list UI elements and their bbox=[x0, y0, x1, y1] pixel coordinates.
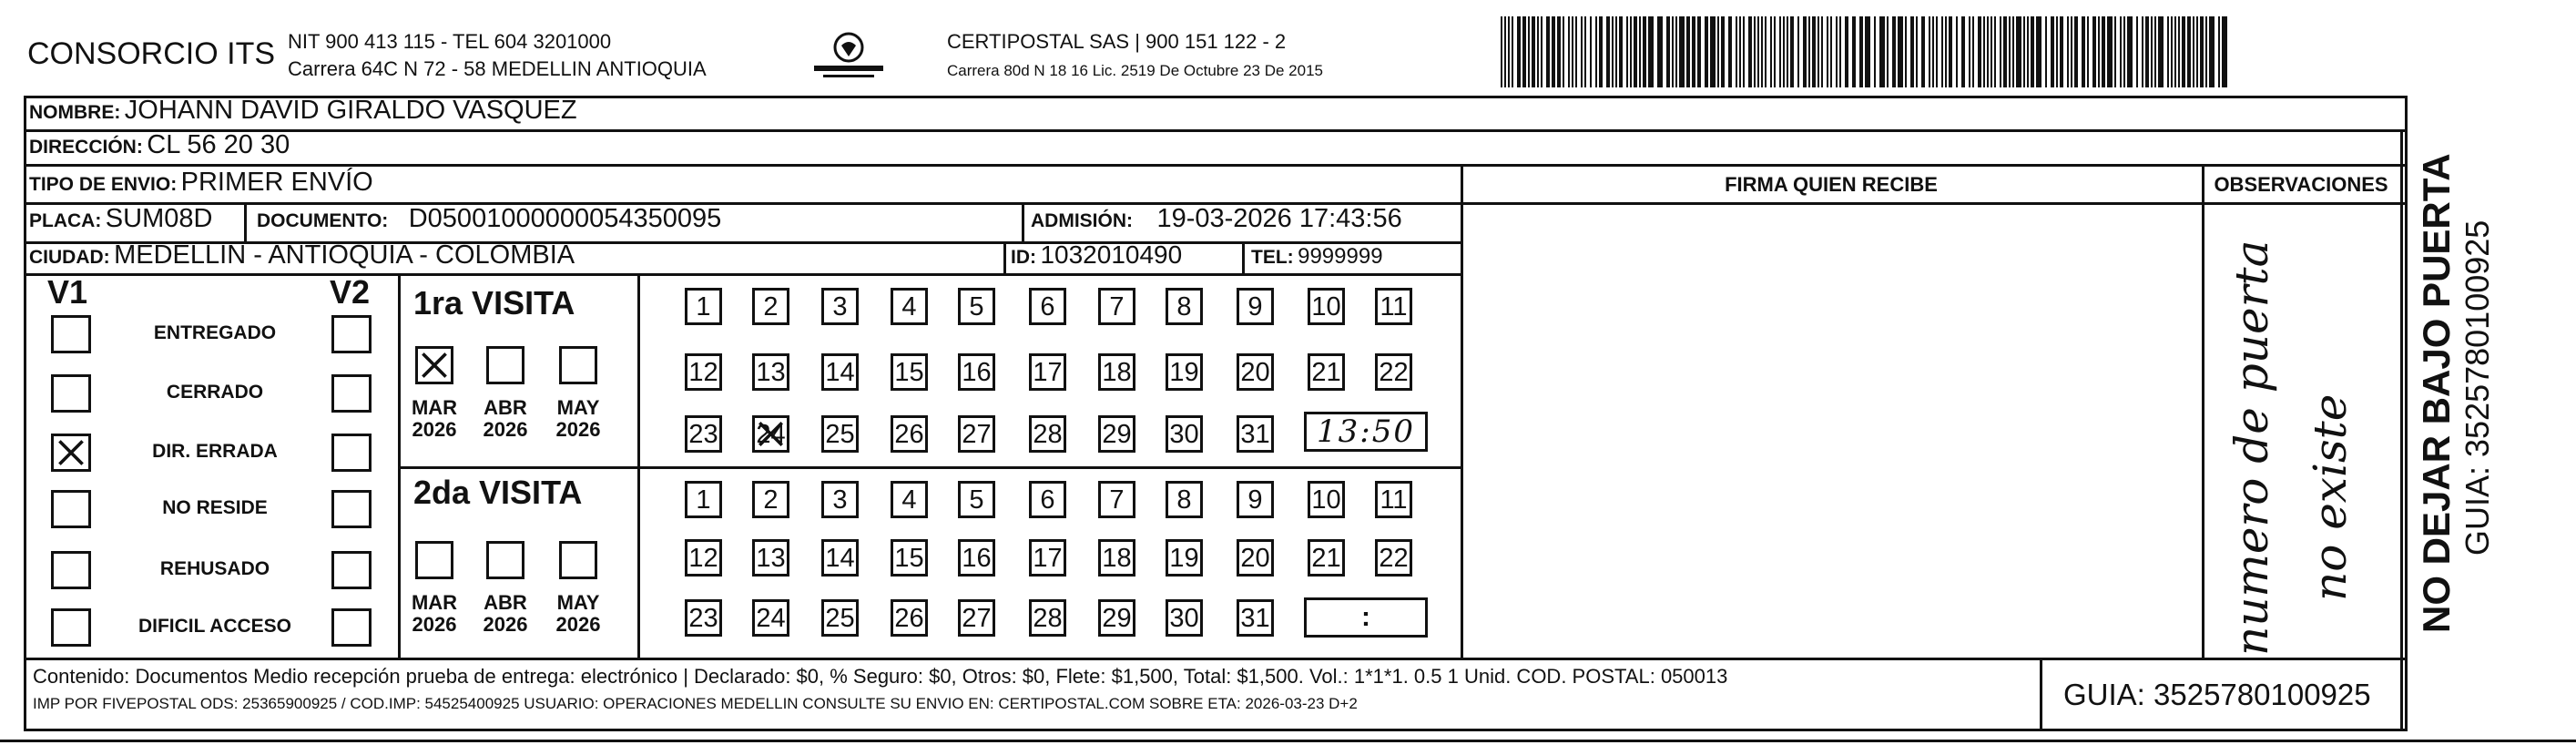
status-label: DIFICIL ACCESO bbox=[137, 616, 291, 637]
day-box[interactable]: 9 bbox=[1237, 288, 1274, 325]
barcode-bar bbox=[1552, 16, 1555, 87]
barcode-bar bbox=[1827, 16, 1828, 87]
barcode-bar bbox=[1672, 16, 1674, 87]
barcode-bar bbox=[1936, 16, 1938, 87]
barcode-bar bbox=[2082, 16, 2085, 87]
barcode-bar bbox=[1830, 16, 1832, 87]
status-label: ENTREGADO bbox=[153, 322, 277, 343]
barcode-bar bbox=[2218, 16, 2220, 87]
barcode-bar bbox=[1590, 16, 1592, 87]
day-box[interactable]: 28 bbox=[1029, 415, 1066, 453]
day-box[interactable]: 25 bbox=[821, 599, 859, 637]
barcode-bar bbox=[1987, 16, 1989, 87]
barcode-bar bbox=[2092, 16, 2096, 87]
barcode-bar bbox=[1859, 16, 1863, 87]
id-value: 1032010490 bbox=[1040, 240, 1183, 269]
admision-value: 19-03-2026 17:43:56 bbox=[1156, 204, 1402, 233]
barcode-bar bbox=[1501, 16, 1502, 87]
barcode-bar bbox=[1739, 16, 1741, 87]
day-box[interactable]: 10 bbox=[1308, 481, 1345, 518]
barcode-bar bbox=[1710, 16, 1716, 87]
barcode-bar bbox=[1969, 16, 1970, 87]
barcode-bar bbox=[2158, 16, 2164, 87]
barcode-bar bbox=[1921, 16, 1925, 87]
month-checkbox-abr[interactable] bbox=[486, 346, 524, 384]
day-box[interactable]: 4 bbox=[891, 481, 928, 518]
direccion-value: CL 56 20 30 bbox=[147, 130, 290, 159]
barcode-bar bbox=[2209, 16, 2215, 87]
day-box[interactable]: 8 bbox=[1166, 288, 1203, 325]
barcode-bar bbox=[1697, 16, 1701, 87]
barcode-bar bbox=[1783, 16, 1785, 87]
barcode-bar bbox=[1808, 16, 1810, 87]
ciudad-row: CIUDAD: MEDELLIN - ANTIOQUIA - COLOMBIA bbox=[29, 240, 575, 270]
barcode-bar bbox=[1879, 16, 1885, 87]
day-box[interactable]: 26 bbox=[891, 415, 928, 453]
barcode-bar bbox=[1803, 16, 1807, 87]
observation-handwriting-1: numero de puerta bbox=[2225, 240, 2278, 656]
barcode-bar bbox=[1639, 16, 1641, 87]
day-box[interactable]: 27 bbox=[958, 599, 995, 637]
barcode-bar bbox=[1874, 16, 1876, 87]
barcode-bar bbox=[1761, 16, 1763, 87]
barcode-bar bbox=[1839, 16, 1841, 87]
barcode-bar bbox=[1978, 16, 1981, 87]
day-box[interactable]: 12 bbox=[685, 539, 722, 577]
month-label: MAR 2026 bbox=[411, 591, 458, 636]
tel-value: 9999999 bbox=[1298, 244, 1383, 269]
barcode-bar bbox=[1581, 16, 1583, 87]
status-v2-checkbox[interactable] bbox=[331, 374, 372, 413]
barcode-bar bbox=[1865, 16, 1870, 87]
day-box[interactable]: 14 bbox=[821, 353, 859, 391]
barcode-bar bbox=[1757, 16, 1759, 87]
day-box[interactable]: 24 bbox=[752, 599, 789, 637]
day-box[interactable]: 21 bbox=[1308, 539, 1345, 577]
barcode-bar bbox=[1508, 16, 1510, 87]
day-box[interactable]: 29 bbox=[1098, 599, 1135, 637]
day-box[interactable]: 18 bbox=[1098, 353, 1135, 391]
observation-handwriting-2: no existe bbox=[2304, 393, 2357, 601]
day-box[interactable]: 12 bbox=[685, 353, 722, 391]
barcode-bar bbox=[2178, 16, 2180, 87]
barcode-bar bbox=[2056, 16, 2058, 87]
documento-value: D05001000000054350095 bbox=[408, 204, 722, 233]
day-box[interactable]: 29 bbox=[1098, 415, 1135, 453]
id-row: ID: 1032010490 bbox=[1011, 240, 1183, 269]
barcode-bar bbox=[1728, 16, 1732, 87]
nombre-value: JOHANN DAVID GIRALDO VASQUEZ bbox=[124, 96, 577, 125]
barcode-bar bbox=[1994, 16, 1996, 87]
barcode-bar bbox=[1679, 16, 1685, 87]
day-box[interactable]: 25 bbox=[821, 415, 859, 453]
status-v1-checkbox[interactable] bbox=[51, 315, 91, 353]
month-checkbox-abr[interactable] bbox=[486, 541, 524, 579]
barcode-bar bbox=[1599, 16, 1603, 87]
month-checkbox-mar[interactable] bbox=[415, 346, 453, 384]
tipo-value: PRIMER ENVÍO bbox=[180, 168, 373, 197]
barcode-bar bbox=[1619, 16, 1623, 87]
barcode-bar bbox=[1929, 16, 1930, 87]
barcode-bar bbox=[1717, 16, 1719, 87]
barcode-bar bbox=[2087, 16, 2089, 87]
barcode-bar bbox=[1754, 16, 1756, 87]
barcode-bar bbox=[1721, 16, 1725, 87]
barcode-bar bbox=[1666, 16, 1670, 87]
barcode-bar bbox=[1595, 16, 1597, 87]
side-guia: GUIA: 3525780100925 bbox=[2459, 219, 2496, 556]
day-box[interactable]: 13 bbox=[752, 539, 789, 577]
company-nit: NIT 900 413 115 - TEL 604 3201000 bbox=[288, 30, 612, 53]
day-box[interactable]: 8 bbox=[1166, 481, 1203, 518]
barcode-bar bbox=[2142, 16, 2143, 87]
barcode-bar bbox=[1615, 16, 1617, 87]
month-label: MAR 2026 bbox=[411, 396, 458, 441]
barcode-bar bbox=[2114, 16, 2116, 87]
day-box[interactable]: 2 bbox=[752, 481, 789, 518]
day-box[interactable]: 21 bbox=[1308, 353, 1345, 391]
barcode-bar bbox=[1845, 16, 1848, 87]
certipostal-nit: CERTIPOSTAL SAS | 900 151 122 - 2 bbox=[947, 30, 1287, 53]
barcode-bar bbox=[1852, 16, 1856, 87]
day-box[interactable]: 5 bbox=[958, 288, 995, 325]
barcode-bar bbox=[1736, 16, 1737, 87]
barcode-bar bbox=[2120, 16, 2122, 87]
barcode-bar bbox=[1630, 16, 1632, 87]
barcode-bar bbox=[2154, 16, 2156, 87]
side-warning: NO DEJAR BAJO PUERTA bbox=[2415, 153, 2458, 633]
barcode-bar bbox=[1892, 16, 1896, 87]
day-box[interactable]: 28 bbox=[1029, 599, 1066, 637]
barcode-bar bbox=[1836, 16, 1838, 87]
month-label: MAY 2026 bbox=[555, 396, 601, 441]
check-x-icon bbox=[418, 349, 451, 382]
barcode-bar bbox=[2071, 16, 2072, 87]
barcode-bar bbox=[1956, 16, 1958, 87]
barcode-bar bbox=[2200, 16, 2204, 87]
barcode-bar bbox=[1528, 16, 1530, 87]
firma-header: FIRMA QUIEN RECIBE bbox=[1725, 173, 1938, 196]
barcode-bar bbox=[2016, 16, 2021, 87]
barcode-bar bbox=[2051, 16, 2054, 87]
barcode-bar bbox=[1821, 16, 1823, 87]
day-box[interactable]: 15 bbox=[891, 539, 928, 577]
day-box[interactable]: 17 bbox=[1029, 353, 1066, 391]
day-box[interactable]: 3 bbox=[821, 481, 859, 518]
barcode-bar bbox=[2222, 16, 2227, 87]
day-box[interactable]: 16 bbox=[958, 353, 995, 391]
barcode-bar bbox=[1546, 16, 1550, 87]
day-box[interactable]: 11 bbox=[1375, 288, 1412, 325]
barcode-bar bbox=[1941, 16, 1943, 87]
status-label: REHUSADO bbox=[159, 558, 270, 579]
certipostal-logo bbox=[809, 29, 889, 82]
barcode-bar bbox=[1790, 16, 1794, 87]
month-label: ABR 2026 bbox=[483, 396, 528, 441]
barcode-bar bbox=[2145, 16, 2149, 87]
day-box[interactable]: 9 bbox=[1237, 481, 1274, 518]
barcode-bar bbox=[1898, 16, 1903, 87]
day-box[interactable]: 16 bbox=[958, 539, 995, 577]
barcode-bar bbox=[2036, 16, 2041, 87]
barcode-bar bbox=[2107, 16, 2113, 87]
day-box[interactable]: 20 bbox=[1237, 353, 1274, 391]
certipostal-address: Carrera 80d N 18 16 Lic. 2519 De Octubre 23 De 2015 bbox=[947, 62, 1323, 79]
barcode-bar bbox=[1972, 16, 1974, 87]
barcode-bar bbox=[1634, 16, 1637, 87]
barcode-bar bbox=[2167, 16, 2169, 87]
day-box[interactable]: 22 bbox=[1375, 353, 1412, 391]
barcode-bar bbox=[2060, 16, 2063, 87]
admision-row: ADMISIÓN: 19-03-2026 17:43:56 bbox=[1031, 204, 1402, 233]
barcode-bar bbox=[2196, 16, 2198, 87]
barcode-bar bbox=[1575, 16, 1577, 87]
visit1-time[interactable]: 13:50 bbox=[1304, 412, 1428, 452]
status-v1-checkbox[interactable] bbox=[51, 551, 91, 589]
barcode-bar bbox=[2193, 16, 2194, 87]
month-label: MAY 2026 bbox=[555, 591, 601, 636]
barcode-bar bbox=[2151, 16, 2153, 87]
barcode-bar bbox=[2205, 16, 2207, 87]
barcode-bar bbox=[1945, 16, 1947, 87]
barcode-bar bbox=[1657, 16, 1663, 87]
barcode-bar bbox=[1812, 16, 1816, 87]
visit2-title: 2da VISITA bbox=[413, 474, 583, 511]
barcode-bar bbox=[1932, 16, 1934, 87]
day-box[interactable]: 11 bbox=[1375, 481, 1412, 518]
barcode-bar bbox=[1557, 16, 1561, 87]
status-v1-checkbox[interactable] bbox=[51, 374, 91, 413]
day-box[interactable]: 10 bbox=[1308, 288, 1345, 325]
barcode-bar bbox=[1743, 16, 1745, 87]
barcode-bar bbox=[2182, 16, 2185, 87]
barcode-bar bbox=[2074, 16, 2078, 87]
status-label: NO RESIDE bbox=[162, 497, 268, 518]
barcode-bar bbox=[1961, 16, 1965, 87]
status-v2-checkbox[interactable] bbox=[331, 490, 372, 528]
status-v2-checkbox[interactable] bbox=[331, 434, 372, 472]
day-box[interactable]: 19 bbox=[1166, 353, 1203, 391]
day-box[interactable]: 7 bbox=[1098, 481, 1135, 518]
day-box[interactable]: 26 bbox=[891, 599, 928, 637]
barcode-bar bbox=[2023, 16, 2025, 87]
footer-contenido: Contenido: Documentos Medio recepción prueba de entrega: electrónico | Declarado: $0, % Seguro: $0, Otros: $0, Flete: $1,500, Total: $1,500. Vol.: 1*1*1. 0.5 1 Unid. COD. POSTAL: 050013 bbox=[33, 665, 1728, 688]
barcode-bar bbox=[1541, 16, 1543, 87]
placa-value: SUM08D bbox=[105, 204, 213, 233]
barcode-bar bbox=[2031, 16, 2034, 87]
barcode-bar bbox=[2027, 16, 2029, 87]
day-box[interactable]: 23 bbox=[685, 599, 722, 637]
documento-row: DOCUMENTO: D05001000000054350095 bbox=[257, 204, 722, 233]
day-box[interactable]: 31 bbox=[1237, 415, 1274, 453]
barcode-bar bbox=[2000, 16, 2001, 87]
check-x-icon bbox=[755, 418, 787, 450]
day-box[interactable]: 23 bbox=[685, 415, 722, 453]
company-address: Carrera 64C N 72 - 58 MEDELLIN ANTIOQUIA bbox=[288, 57, 707, 80]
barcode-bar bbox=[2003, 16, 2007, 87]
observaciones-header: OBSERVACIONES bbox=[2214, 173, 2388, 196]
barcode-bar bbox=[1606, 16, 1610, 87]
status-v1-checkbox[interactable] bbox=[51, 434, 91, 472]
day-box[interactable]: 30 bbox=[1166, 415, 1203, 453]
footer-imp: IMP POR FIVEPOSTAL ODS: 25365900925 / COD.IMP: 54525400925 USUARIO: OPERACIONES MEDELLIN CONSULTE SU ENVIO EN: CERTIPOSTAL.COM SOBRE ETA: 2026-03-23 D+2 bbox=[33, 695, 1358, 712]
tel-row: TEL: 9999999 bbox=[1251, 244, 1383, 269]
barcode-bar bbox=[1517, 16, 1521, 87]
status-v2-checkbox[interactable] bbox=[331, 315, 372, 353]
barcode-bar bbox=[1675, 16, 1677, 87]
barcode-bar bbox=[1910, 16, 1914, 87]
barcode-bar bbox=[2127, 16, 2133, 87]
day-box[interactable]: 17 bbox=[1029, 539, 1066, 577]
barcode bbox=[1499, 16, 2227, 91]
barcode-bar bbox=[1887, 16, 1889, 87]
day-box[interactable]: 27 bbox=[958, 415, 995, 453]
day-box[interactable]: 7 bbox=[1098, 288, 1135, 325]
barcode-bar bbox=[1572, 16, 1573, 87]
day-box[interactable]: 20 bbox=[1237, 539, 1274, 577]
barcode-bar bbox=[1504, 16, 1506, 87]
status-v2-checkbox[interactable] bbox=[331, 551, 372, 589]
day-box[interactable]: 1 bbox=[685, 481, 722, 518]
status-label: DIR. ERRADA bbox=[152, 441, 278, 462]
barcode-bar bbox=[2012, 16, 2014, 87]
barcode-bar bbox=[1563, 16, 1564, 87]
company-name: CONSORCIO ITS bbox=[27, 36, 276, 71]
day-box[interactable]: 22 bbox=[1375, 539, 1412, 577]
barcode-bar bbox=[1626, 16, 1628, 87]
day-box[interactable]: 3 bbox=[821, 288, 859, 325]
barcode-bar bbox=[2123, 16, 2125, 87]
placa-row: PLACA: SUM08D bbox=[29, 204, 213, 233]
barcode-bar bbox=[1686, 16, 1690, 87]
tipo-row: TIPO DE ENVIO: PRIMER ENVÍO bbox=[29, 168, 373, 197]
footer-guia: GUIA: 3525780100925 bbox=[2063, 678, 2371, 711]
barcode-bar bbox=[1748, 16, 1752, 87]
signature-area[interactable] bbox=[1463, 205, 2199, 656]
barcode-bar bbox=[1692, 16, 1695, 87]
check-x-icon bbox=[54, 436, 88, 469]
barcode-bar bbox=[1949, 16, 1952, 87]
barcode-bar bbox=[2067, 16, 2069, 87]
day-box[interactable]: 6 bbox=[1029, 288, 1066, 325]
barcode-bar bbox=[2102, 16, 2105, 87]
month-checkbox-may[interactable] bbox=[559, 346, 597, 384]
barcode-bar bbox=[1512, 16, 1513, 87]
barcode-bar bbox=[2136, 16, 2138, 87]
barcode-bar bbox=[2174, 16, 2176, 87]
barcode-bar bbox=[1532, 16, 1535, 87]
ciudad-value: MEDELLIN - ANTIOQUIA - COLOMBIA bbox=[114, 240, 575, 270]
day-box[interactable]: 30 bbox=[1166, 599, 1203, 637]
barcode-bar bbox=[1787, 16, 1788, 87]
barcode-bar bbox=[1797, 16, 1799, 87]
barcode-bar bbox=[1991, 16, 1992, 87]
barcode-bar bbox=[1612, 16, 1614, 87]
barcode-bar bbox=[2009, 16, 2011, 87]
day-box[interactable]: 13 bbox=[752, 353, 789, 391]
barcode-bar bbox=[1643, 16, 1646, 87]
barcode-bar bbox=[1779, 16, 1781, 87]
day-box[interactable]: 19 bbox=[1166, 539, 1203, 577]
day-box[interactable]: 14 bbox=[821, 539, 859, 577]
v2-label: V2 bbox=[330, 273, 371, 311]
status-v2-checkbox[interactable] bbox=[331, 608, 372, 647]
barcode-bar bbox=[1774, 16, 1776, 87]
day-box[interactable]: 24 bbox=[752, 415, 789, 453]
month-checkbox-mar[interactable] bbox=[415, 541, 453, 579]
day-box[interactable]: 2 bbox=[752, 288, 789, 325]
day-box[interactable]: 31 bbox=[1237, 599, 1274, 637]
visit1-title: 1ra VISITA bbox=[413, 284, 575, 321]
day-box[interactable]: 1 bbox=[685, 288, 722, 325]
barcode-bar bbox=[1568, 16, 1570, 87]
v1-label: V1 bbox=[47, 273, 88, 311]
day-box[interactable]: 15 bbox=[891, 353, 928, 391]
barcode-bar bbox=[2171, 16, 2173, 87]
status-v1-checkbox[interactable] bbox=[51, 608, 91, 647]
nombre-row: NOMBRE: JOHANN DAVID GIRALDO VASQUEZ bbox=[29, 96, 577, 125]
visit2-time[interactable]: : bbox=[1304, 597, 1428, 638]
day-box[interactable]: 4 bbox=[891, 288, 928, 325]
barcode-bar bbox=[1770, 16, 1772, 87]
day-box[interactable]: 6 bbox=[1029, 481, 1066, 518]
barcode-bar bbox=[2187, 16, 2191, 87]
status-label: CERRADO bbox=[166, 382, 264, 403]
barcode-bar bbox=[2098, 16, 2100, 87]
barcode-bar bbox=[1905, 16, 1907, 87]
barcode-bar bbox=[1648, 16, 1654, 87]
barcode-bar bbox=[1983, 16, 1985, 87]
barcode-bar bbox=[1705, 16, 1708, 87]
barcode-bar bbox=[1522, 16, 1526, 87]
barcode-bar bbox=[1817, 16, 1819, 87]
barcode-bar bbox=[2045, 16, 2047, 87]
barcode-bar bbox=[1584, 16, 1586, 87]
day-box[interactable]: 18 bbox=[1098, 539, 1135, 577]
barcode-bar bbox=[1537, 16, 1539, 87]
barcode-bar bbox=[1916, 16, 1918, 87]
day-box[interactable]: 5 bbox=[958, 481, 995, 518]
barcode-bar bbox=[1765, 16, 1767, 87]
month-checkbox-may[interactable] bbox=[559, 541, 597, 579]
month-label: ABR 2026 bbox=[483, 591, 528, 636]
status-v1-checkbox[interactable] bbox=[51, 490, 91, 528]
direccion-row: DIRECCIÓN: CL 56 20 30 bbox=[29, 130, 290, 159]
